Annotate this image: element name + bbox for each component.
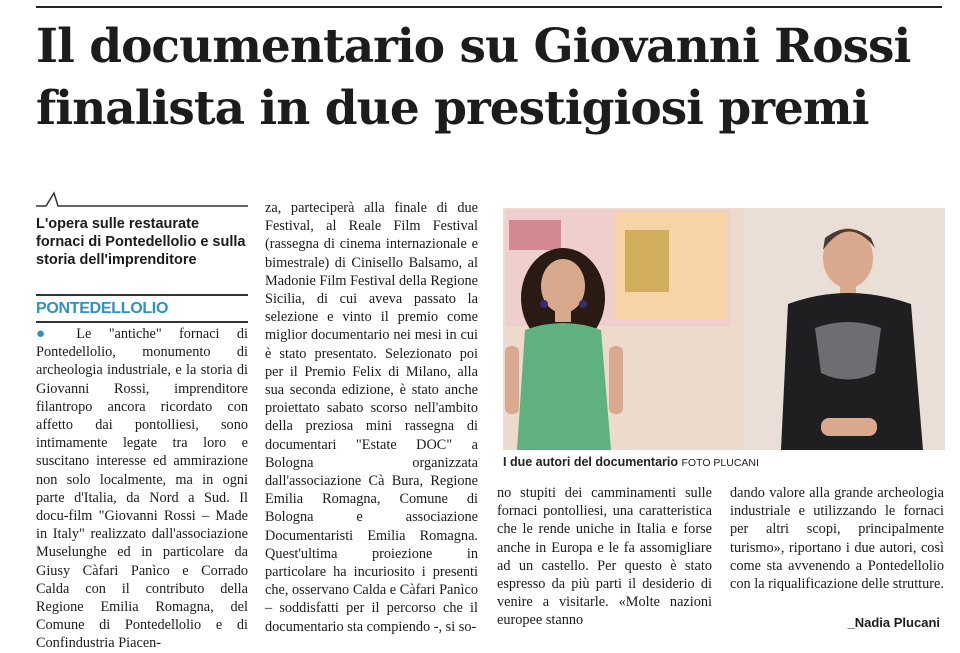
byline: _Nadia Plucani bbox=[847, 615, 940, 630]
body-column-1 bbox=[36, 325, 248, 653]
headline-line-1: Il documentario su Giovanni Rossi bbox=[36, 19, 911, 74]
body-column-4: dando valore alla grande archeologia industriale e utilizzando le fornaci per altri scopi, principalmente turismo», riportano i due autori, così come sta avvenendo a Pontedellolio con la riqualificazione delle strutture. bbox=[730, 485, 944, 593]
subheadline: L'opera sulle restaurate fornaci di Pontedellolio e sulla storia dell'imprenditore bbox=[36, 216, 246, 268]
body-column-2: za, parteciperà alla finale di due Festival, al Reale Film Festival (rassegna di cinema internazionale e bimestrale) di Cinisello Balsamo, al Madonie Film Festival della Regione Sicilia, di cui aveva passato la selezione e vinto il premio come miglior documentario nei mesi in cui è stato presentato. Selezionato poi per il Premio Felix di Milano, alla sua seconda edizione, è stato anche proiettato sabato scorso nell'ambito della preziosa mini rassegna di documentari "Estate DOC" a Bologna organizzata dall'associazione Cà Bura, Regione Emilia Romagna, Comune di Bologna e associazione Documentaristi Emilia Romagna. Quest'ultima proiezione in particolare ha incuriosito i presenti che, osservano Calda e Càfari Panìco – soddisfatti per il percorso che il documentario sta compiendo -, si so- bbox=[265, 200, 478, 635]
authors-photo bbox=[503, 208, 945, 450]
paragraph-bullet: ● bbox=[36, 326, 59, 342]
subhead-divider bbox=[36, 294, 248, 296]
body-text-1: Le "antiche" fornaci di Pontedellolio, monumento di archeologia industriale, e la storia di Giovanni Rossi, imprenditore filantropo ancora ricordato con affetto dai pontolliesi, sono intimamente legate tra loro e suscitano interesse ed ammirazione non solo localmente, ma in ogni parte d'Italia, da Nord a Sud. Il docu-film "Giovanni Rossi – Made in Italy" realizzato dall'associazione Muselunghe ed in particolare da Giusy Càfari Panìco e Corrado Calda con il contributo della Regione Emilia Romagna, del Comune di Pontedellolio e di Confindustria Piacen- bbox=[36, 326, 249, 652]
photo-caption bbox=[503, 455, 759, 469]
top-rule bbox=[36, 6, 942, 8]
headline-line-2: finalista in due prestigiosi premi bbox=[36, 81, 869, 136]
caption-text: I due autori del documentario bbox=[503, 455, 679, 469]
kicker-divider bbox=[36, 321, 248, 323]
corner-rule-ornament bbox=[36, 191, 248, 207]
photo-credit: FOTO PLUCANI bbox=[681, 457, 759, 469]
headline bbox=[36, 16, 942, 140]
body-column-3: no stupiti dei camminamenti sulle fornaci pontolliesi, una caratteristica che le rende uniche in Italia e forse anche in Europa e le fa assomigliare ad un castello. Per questo è stato espresso da più parti il desiderio di venire a visitarle. «Molte nazioni europee stanno bbox=[497, 485, 712, 629]
location-kicker: PONTEDELLOLIO bbox=[36, 300, 169, 317]
